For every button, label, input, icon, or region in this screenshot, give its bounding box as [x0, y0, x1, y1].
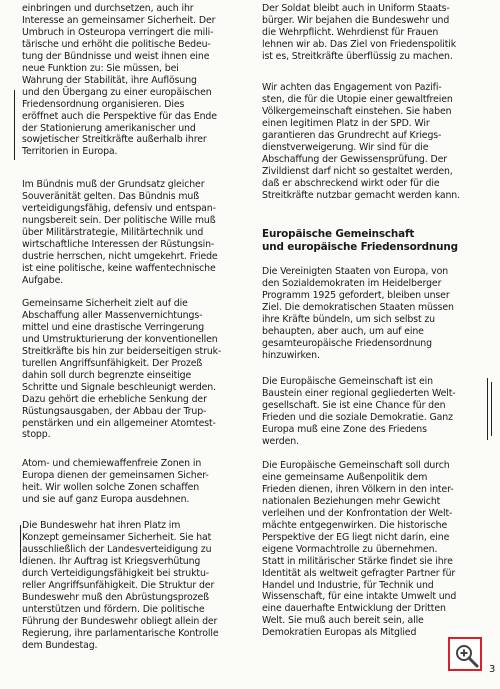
margin-mark	[14, 90, 15, 160]
paragraph: Der Soldat bleibt auch in Uniform Staats- bürger. Wir bejahen die Bundeswehr und die Wehrpflicht. Wehrdienst für Frauen lehnen wir ab. Das Ziel von Friedenspolitik ist es, Streitkräfte überflüssig zu machen.	[262, 3, 457, 62]
paragraph: Die Bundeswehr hat ihren Platz im Konzept gemeinsamer Sicherheit. Sie hat ausschließlich der Landesverteidigung zu dienen. Ihr Auftrag ist Kriegsverhütung durch Verteidigungsfähigkeit bei struktu- reller Angriffsunfähigkeit. Die Struktur der Bundeswehr muß den Abrüstungsprozeß unterstützen und fördern. Die politische Führung der Bundeswehr obliegt allein der Regierung, ihre parlamentarische Kontrolle dem Bundestag.	[22, 520, 219, 651]
margin-mark	[491, 382, 492, 436]
paragraph: Wir achten das Engagement von Pazifi- sten, die für die Utopie einer gewaltfreien Völkergemeinschaft einstehen. Sie haben einen legitimen Platz in der SPD. Wir garantieren das Grundrecht auf Kriegs- dienstverweigerung. Wir sind für die Abschaffung der Gewissensprüfung. Der Zivildienst darf nicht so gestaltet werden, daß er abschreckend wirkt oder für die Streitkräfte nutzbar gemacht werden kann.	[262, 82, 460, 201]
section-heading: Europäische Gemeinschaft und europäische Friedensordnung	[262, 228, 458, 253]
margin-mark	[20, 525, 21, 563]
paragraph: Im Bündnis muß der Grundsatz gleicher Souveränität gelten. Das Bündnis muß verteidigungsfähig, defensiv und entspan- nungsbereit sein. Der politische Wille muß über Militärstrategie, Militärtechnik und wirtschaftliche Interessen der Rüstungsin- dustrie herrschen, nicht umgekehrt. Friede ist eine politische, keine waffentechnische Aufgabe.	[22, 179, 218, 286]
page-number: 3	[489, 664, 496, 675]
paragraph: Die Europäische Gemeinschaft ist ein Baustein einer regional gegliederten Welt- gesellschaft. Sie ist eine Chance für den Frieden und die soziale Demokratie. Ganz Europa muß eine Zone des Friedens werden.	[262, 376, 456, 447]
paragraph: einbringen und durchsetzen, auch ihr Interesse an gemeinsamer Sicherheit. Der Umbruch in Osteuropa verringert die mili- tärische und erhöht die politische Bedeu- tung der Bündnisse und weist ihnen eine neue Funktion zu: Sie müssen, bei Wahrung der Stabilität, ihre Auflösung und den Übergang zu einer europäischen Friedensordnung organisieren. Dies eröffnet auch die Perspektive für das Ende der Stationierung amerikanischer und sowjetischer Streitkräfte außerhalb ihrer Territorien in Europa.	[22, 3, 217, 158]
paragraph: Die Europäische Gemeinschaft soll durch eine gemeinsame Außenpolitik dem Frieden dienen, ihren Völkern in den inter- nationalen Beziehungen mehr Gewicht verleihen und der Konfrontation der Welt- mächte entgegenwirken. Die historische Perspektive der EG liegt nicht darin, eine eigene Vormachtrolle zu übernehmen. Statt in militärischer Stärke findet sie ihre Identität als weltweit gefragter Partner für Handel und Industrie, für Technik und Wissenschaft, für eine intakte Umwelt und eine dauerhafte Entwicklung der Dritten Welt. Sie muß auch bereit sein, alle Demokratien Europas als Mitglied	[262, 460, 457, 639]
paragraph: Atom- und chemiewaffenfreie Zonen in Europa dienen der gemeinsamen Sicher- heit. Wir wollen solche Zonen schaffen und sie auf ganz Europa ausdehnen.	[22, 458, 209, 505]
margin-mark	[487, 378, 488, 440]
paragraph: Die Vereinigten Staaten von Europa, von den Sozialdemokraten im Heidelberger Programm 1925 gefordert, bleiben unser Ziel. Die demokratischen Staaten müssen ihre Kräfte bündeln, um sich selbst zu behaupten, aber auch, um auf eine gesamteuropäische Friedensordnung hinzuwirken.	[262, 266, 454, 361]
paragraph: Gemeinsame Sicherheit zielt auf die Abschaffung aller Massenvernichtungs- mittel und eine drastische Verringerung und Umstrukturierung der konventionellen Streitkräfte bis hin zur beiderseitigen struk- turellen Angriffsunfähigkeit. Der Prozeß dahin soll durch begrenzte einseitige Schritte und Signale beschleunigt werden. Dazu gehört die erhebliche Senkung der Rüstungsausgaben, der Abbau der Trup- penstärken und ein allgemeiner Atomtest- stopp.	[22, 298, 222, 441]
magnifier-plus-icon	[454, 643, 480, 669]
zoom-button[interactable]	[448, 637, 482, 671]
